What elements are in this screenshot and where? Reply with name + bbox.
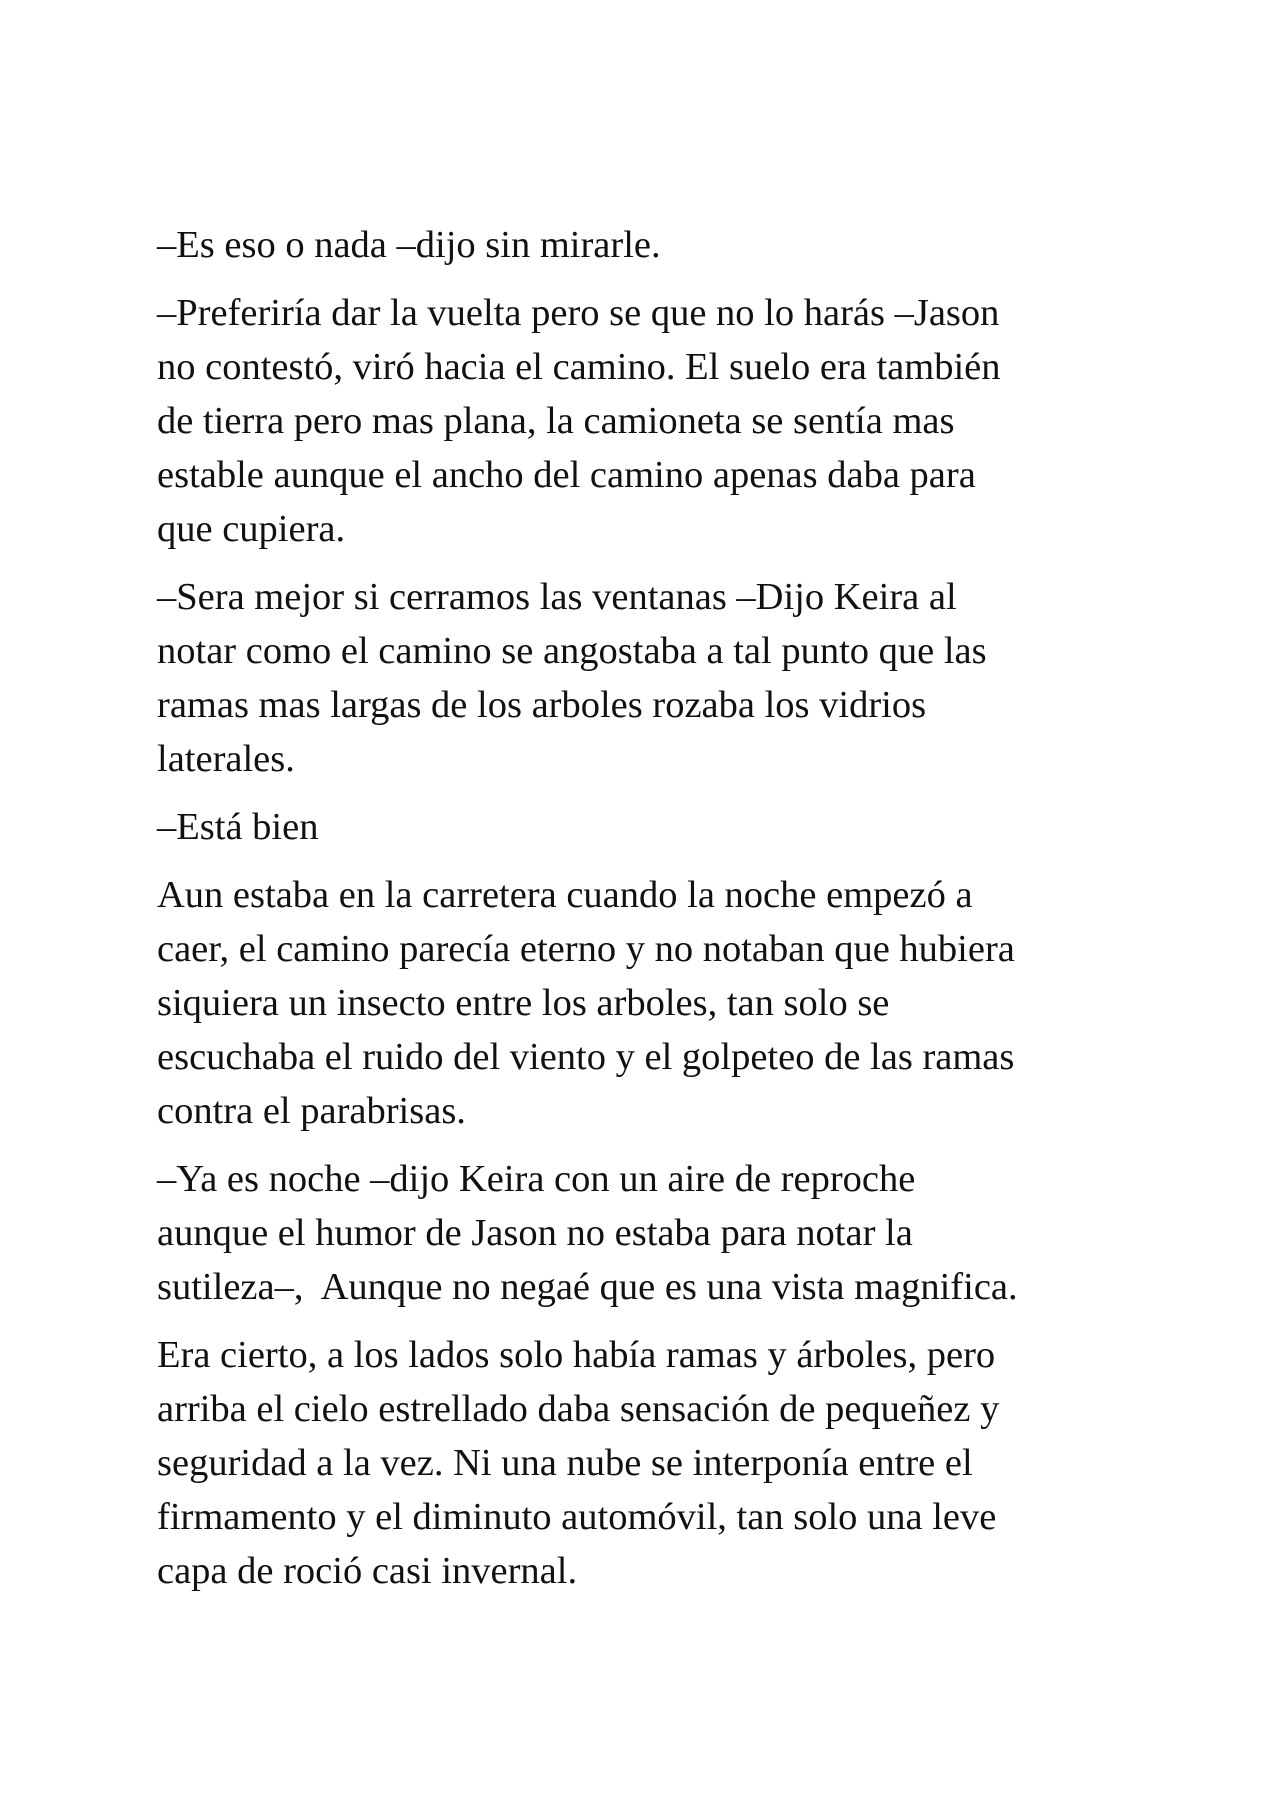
paragraph-1 — [157, 218, 1157, 272]
text-line: caer, el camino parecía eterno y no notaban que hubiera — [157, 928, 1015, 970]
text-line: notar como el camino se angostaba a tal punto que las — [157, 630, 987, 672]
text-line: de tierra pero mas plana, la camioneta se sentía mas — [157, 400, 955, 442]
paragraph-7 — [157, 1328, 1157, 1598]
text-line: capa de roció casi invernal. — [157, 1550, 578, 1592]
paragraph-4 — [157, 800, 1157, 854]
text-line: arriba el cielo estrellado daba sensación de pequeñez y — [157, 1388, 1000, 1430]
paragraph-3 — [157, 570, 1157, 786]
text-line: –Ya es noche –dijo Keira con un aire de reproche — [157, 1158, 916, 1200]
paragraph-2 — [157, 286, 1157, 556]
text-line: seguridad a la vez. Ni una nube se interponía entre el — [157, 1442, 973, 1484]
text-line: Aun estaba en la carretera cuando la noche empezó a — [157, 874, 973, 916]
text-line: no contestó, viró hacia el camino. El suelo era también — [157, 346, 1001, 388]
text-line: sutileza–, Aunque no negaé que es una vista magnifica. — [157, 1266, 1018, 1308]
text-line: Era cierto, a los lados solo había ramas y árboles, pero — [157, 1334, 996, 1376]
text-line: –Preferiría dar la vuelta pero se que no lo harás –Jason — [157, 292, 1000, 334]
text-line: –Sera mejor si cerramos las ventanas –Dijo Keira al — [157, 576, 957, 618]
text-line: aunque el humor de Jason no estaba para notar la — [157, 1212, 913, 1254]
paragraph-6 — [157, 1152, 1157, 1314]
text-line: ramas mas largas de los arboles rozaba los vidrios — [157, 684, 927, 726]
text-line: –Está bien — [157, 806, 319, 848]
text-line: –Es eso o nada –dijo sin mirarle. — [157, 224, 661, 266]
text-line: firmamento y el diminuto automóvil, tan solo una leve — [157, 1496, 997, 1538]
text-line: escuchaba el ruido del viento y el golpeteo de las ramas — [157, 1036, 1015, 1078]
text-body — [157, 218, 1157, 1612]
text-line: laterales. — [157, 738, 295, 780]
text-line: contra el parabrisas. — [157, 1090, 466, 1132]
text-line: siquiera un insecto entre los arboles, tan solo se — [157, 982, 890, 1024]
paragraph-5 — [157, 868, 1157, 1138]
text-line: estable aunque el ancho del camino apenas daba para — [157, 454, 976, 496]
text-line: que cupiera. — [157, 508, 346, 550]
